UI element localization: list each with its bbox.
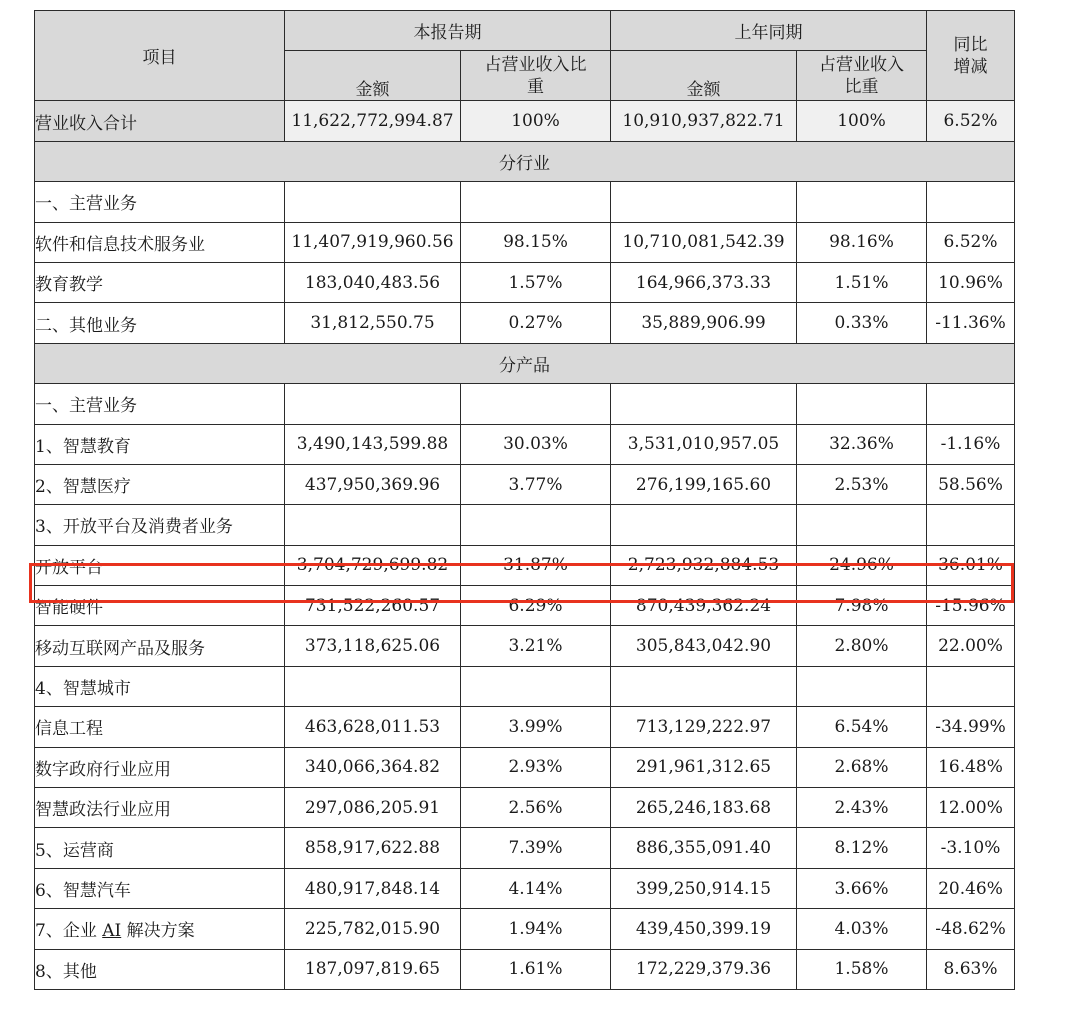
row-current-share: 1.94%	[461, 909, 611, 949]
row-prior-amount: 886,355,091.40	[611, 828, 797, 868]
header-current-share	[461, 51, 611, 101]
table-row	[35, 545, 1015, 585]
header-current-share-line1: 占营业收入比	[484, 54, 587, 75]
row-yoy	[927, 384, 1015, 424]
row-prior-amount	[611, 666, 797, 706]
row-prior-amount: 276,199,165.60	[611, 464, 797, 504]
table-row	[35, 586, 1015, 626]
table-row	[35, 828, 1015, 868]
row-current-amount: 858,917,622.88	[285, 828, 461, 868]
row-yoy: -34.99%	[927, 707, 1015, 747]
row-current-amount: 437,950,369.96	[285, 464, 461, 504]
row-label: 智能硬件	[35, 586, 285, 626]
table-row	[35, 949, 1015, 989]
row-prior-amount: 439,450,399.19	[611, 909, 797, 949]
table-row	[35, 384, 1015, 424]
header-prior-period: 上年同期	[611, 11, 927, 51]
row-current-share: 0.27%	[461, 303, 611, 343]
row-prior-share: 1.58%	[797, 949, 927, 989]
row-prior-share: 24.96%	[797, 545, 927, 585]
row-prior-share: 1.51%	[797, 262, 927, 302]
row-prior-share: 4.03%	[797, 909, 927, 949]
row-prior-share: 2.43%	[797, 788, 927, 828]
row-current-share: 3.21%	[461, 626, 611, 666]
row-current-share: 2.93%	[461, 747, 611, 787]
header-current-period: 本报告期	[285, 11, 611, 51]
row-prior-share: 2.68%	[797, 747, 927, 787]
row-current-share: 98.15%	[461, 222, 611, 262]
row-label: 1、智慧教育	[35, 424, 285, 464]
header-current-amount: 金额	[285, 51, 461, 101]
row-label: 一、主营业务	[35, 384, 285, 424]
row-prior-share	[797, 182, 927, 222]
row-prior-share: 32.36%	[797, 424, 927, 464]
header-prior-share	[797, 51, 927, 101]
row-current-share: 1.57%	[461, 262, 611, 302]
table-row	[35, 222, 1015, 262]
row-prior-amount: 291,961,312.65	[611, 747, 797, 787]
row-current-amount: 463,628,011.53	[285, 707, 461, 747]
row-prior-amount: 305,843,042.90	[611, 626, 797, 666]
row-prior-amount	[611, 384, 797, 424]
row-prior-amount: 265,246,183.68	[611, 788, 797, 828]
table-row	[35, 747, 1015, 787]
row-prior-amount: 2,723,932,884.53	[611, 545, 797, 585]
row-current-share: 6.29%	[461, 586, 611, 626]
table-row	[35, 788, 1015, 828]
row-yoy: 6.52%	[927, 222, 1015, 262]
row-prior-amount: 870,439,362.24	[611, 586, 797, 626]
row-yoy	[927, 182, 1015, 222]
table-row	[35, 262, 1015, 302]
row-prior-share	[797, 666, 927, 706]
row-label: 软件和信息技术服务业	[35, 222, 285, 262]
row-label: 3、开放平台及消费者业务	[35, 505, 285, 545]
row-label: 信息工程	[35, 707, 285, 747]
row-current-share: 1.61%	[461, 949, 611, 989]
row-current-amount: 11,407,919,960.56	[285, 222, 461, 262]
row-current-share: 3.77%	[461, 464, 611, 504]
row-prior-amount: 164,966,373.33	[611, 262, 797, 302]
row-current-amount: 480,917,848.14	[285, 868, 461, 908]
row-current-amount: 297,086,205.91	[285, 788, 461, 828]
row-current-share	[461, 666, 611, 706]
total-yoy: 6.52%	[927, 101, 1015, 141]
revenue-breakdown-table	[34, 10, 1015, 990]
row-prior-amount: 399,250,914.15	[611, 868, 797, 908]
total-current-amount: 11,622,772,994.87	[285, 101, 461, 141]
row-prior-amount: 35,889,906.99	[611, 303, 797, 343]
row-yoy: 58.56%	[927, 464, 1015, 504]
row-current-amount: 373,118,625.06	[285, 626, 461, 666]
total-current-share: 100%	[461, 101, 611, 141]
row-current-amount	[285, 182, 461, 222]
row-prior-amount	[611, 182, 797, 222]
row-current-amount	[285, 505, 461, 545]
row-yoy: 20.46%	[927, 868, 1015, 908]
ai-text: AI	[102, 921, 122, 942]
row-yoy: -48.62%	[927, 909, 1015, 949]
row-current-amount: 187,097,819.65	[285, 949, 461, 989]
row-current-share	[461, 182, 611, 222]
header-item: 项目	[35, 11, 285, 101]
row-label: 开放平台	[35, 545, 285, 585]
row-prior-share: 7.98%	[797, 586, 927, 626]
section-row-industry	[35, 141, 1015, 181]
section-title-product: 分产品	[35, 343, 1015, 383]
total-prior-amount: 10,910,937,822.71	[611, 101, 797, 141]
row-label: 数字政府行业应用	[35, 747, 285, 787]
row-yoy: -1.16%	[927, 424, 1015, 464]
header-current-share-line2: 重	[527, 76, 544, 97]
row-prior-amount	[611, 505, 797, 545]
header-yoy	[927, 11, 1015, 101]
row-yoy: 22.00%	[927, 626, 1015, 666]
row-yoy: 8.63%	[927, 949, 1015, 989]
row-prior-share: 0.33%	[797, 303, 927, 343]
row-current-amount	[285, 666, 461, 706]
row-current-share: 3.99%	[461, 707, 611, 747]
row-prior-share: 2.53%	[797, 464, 927, 504]
header-prior-share-line2: 比重	[844, 76, 879, 97]
row-label: 一、主营业务	[35, 182, 285, 222]
row-prior-amount: 3,531,010,957.05	[611, 424, 797, 464]
table-row	[35, 505, 1015, 545]
row-prior-share	[797, 505, 927, 545]
table-row	[35, 182, 1015, 222]
section-row-product	[35, 343, 1015, 383]
row-yoy: 16.48%	[927, 747, 1015, 787]
row-current-share	[461, 384, 611, 424]
section-title-industry: 分行业	[35, 141, 1015, 181]
header-yoy-line1: 同比	[953, 34, 988, 55]
row-yoy	[927, 666, 1015, 706]
row-current-share: 31.87%	[461, 545, 611, 585]
row-yoy: 36.01%	[927, 545, 1015, 585]
row-current-amount: 3,704,729,699.82	[285, 545, 461, 585]
row-label: 8、其他	[35, 949, 285, 989]
row-current-amount: 340,066,364.82	[285, 747, 461, 787]
total-row	[35, 101, 1015, 141]
row-prior-share: 3.66%	[797, 868, 927, 908]
row-prior-share: 6.54%	[797, 707, 927, 747]
row-current-amount: 31,812,550.75	[285, 303, 461, 343]
table-row	[35, 464, 1015, 504]
header-yoy-line2: 增减	[953, 56, 988, 77]
row-prior-share: 98.16%	[797, 222, 927, 262]
total-prior-share: 100%	[797, 101, 927, 141]
header-row-1	[35, 11, 1015, 51]
table-row	[35, 626, 1015, 666]
row-current-share: 2.56%	[461, 788, 611, 828]
row-current-amount: 3,490,143,599.88	[285, 424, 461, 464]
row-label: 6、智慧汽车	[35, 868, 285, 908]
row-yoy: 12.00%	[927, 788, 1015, 828]
row-label: 智慧政法行业应用	[35, 788, 285, 828]
row-current-amount	[285, 384, 461, 424]
row-label: 2、智慧医疗	[35, 464, 285, 504]
row-label: 移动互联网产品及服务	[35, 626, 285, 666]
row-prior-share: 8.12%	[797, 828, 927, 868]
row-label: 5、运营商	[35, 828, 285, 868]
row-yoy	[927, 505, 1015, 545]
table-row	[35, 707, 1015, 747]
row-yoy: -3.10%	[927, 828, 1015, 868]
row-prior-amount: 172,229,379.36	[611, 949, 797, 989]
row-yoy: -11.36%	[927, 303, 1015, 343]
row-label: 教育教学	[35, 262, 285, 302]
total-label: 营业收入合计	[35, 101, 285, 141]
row-prior-amount: 10,710,081,542.39	[611, 222, 797, 262]
table-row	[35, 303, 1015, 343]
row-yoy: -15.96%	[927, 586, 1015, 626]
row-prior-amount: 713,129,222.97	[611, 707, 797, 747]
row-prior-share: 2.80%	[797, 626, 927, 666]
row-yoy: 10.96%	[927, 262, 1015, 302]
row-current-share: 7.39%	[461, 828, 611, 868]
table-row	[35, 909, 1015, 949]
header-prior-amount: 金额	[611, 51, 797, 101]
row-current-share: 4.14%	[461, 868, 611, 908]
row-prior-share	[797, 384, 927, 424]
row-current-share: 30.03%	[461, 424, 611, 464]
table-row	[35, 868, 1015, 908]
row-current-amount: 225,782,015.90	[285, 909, 461, 949]
row-label: 4、智慧城市	[35, 666, 285, 706]
row-label: 7、企业 AI 解决方案	[35, 909, 285, 949]
table-row	[35, 424, 1015, 464]
header-prior-share-line1: 占营业收入	[819, 54, 904, 75]
row-current-amount: 183,040,483.56	[285, 262, 461, 302]
table-row	[35, 666, 1015, 706]
row-current-share	[461, 505, 611, 545]
row-label: 二、其他业务	[35, 303, 285, 343]
row-current-amount: 731,522,260.57	[285, 586, 461, 626]
